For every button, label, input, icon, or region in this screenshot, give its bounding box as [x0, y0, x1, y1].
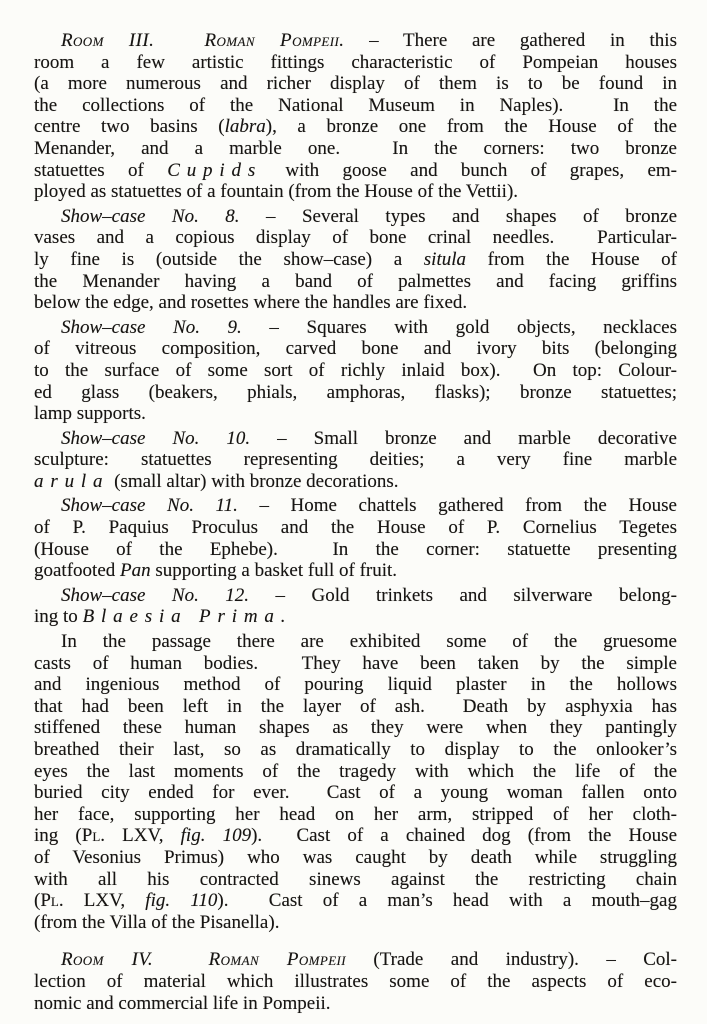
text-line — [34, 95, 677, 117]
text-segment: that had been left in the layer of ash. Death by asphyxia has — [34, 695, 677, 717]
text-line — [34, 560, 677, 582]
text-segment: (small altar) with bronze decorations. — [109, 470, 399, 492]
text-segment: (from the Villa of the Pisanella). — [34, 911, 280, 933]
paragraph-show-case-11 — [34, 495, 677, 581]
text-segment: breathed their last, so as dramatically to display to the onlooker’s — [34, 739, 677, 760]
text-segment: Show–case No. 11. — [61, 495, 238, 517]
text-segment: In the passage there are exhibited some of the gruesome — [61, 631, 677, 653]
text-segment: and ingenious method of pouring liquid plaster in the hollows — [34, 674, 677, 696]
text-line — [34, 30, 677, 52]
paragraph-room-iii-intro — [34, 30, 677, 203]
text-line — [34, 847, 677, 869]
text-line — [34, 116, 677, 138]
text-segment: of vitreous composition, carved bone and ivory bits (belonging — [34, 338, 677, 360]
text-segment: stiffened these human shapes as they were when they pantingly — [34, 717, 677, 739]
text-segment: the collections of the National Museum in Naples). In the — [34, 94, 677, 116]
text-segment: statuettes of — [34, 159, 168, 181]
text-line — [34, 138, 677, 160]
paragraph-passage-casts — [34, 631, 677, 933]
text-line — [34, 717, 677, 739]
text-line — [34, 360, 677, 382]
text-line — [34, 471, 677, 493]
text-segment: Room IV. Roman Pompeii — [61, 949, 347, 971]
text-segment: – Small bronze and marble decorative — [250, 427, 677, 449]
text-line — [34, 271, 677, 293]
text-segment: fig. 110 — [145, 890, 218, 912]
text-segment: sculpture: statuettes representing deities; a very fine marble — [34, 449, 677, 471]
text-segment: Show–case No. 8. — [61, 205, 240, 227]
text-segment: from the House of — [466, 248, 677, 270]
text-segment: lection of material which illustrates some of the aspects of eco- — [34, 970, 677, 992]
text-line — [34, 674, 677, 696]
text-line — [34, 517, 677, 539]
text-segment: nomic and commercial life in Pompeii. — [34, 992, 331, 1014]
text-segment: (Trade and industry). – Col- — [346, 949, 677, 971]
text-segment: ing ( — [34, 825, 82, 847]
text-segment: to the surface of some sort of richly inlaid box). On top: Colour- — [34, 359, 677, 381]
paragraph-room-iv-intro — [34, 949, 677, 1014]
text-segment: ( — [34, 890, 41, 912]
text-segment: (a more numerous and richer display of them is to be found in — [34, 73, 677, 95]
text-line — [34, 912, 677, 934]
text-segment: Room III. Roman Pompeii. — [61, 30, 345, 51]
text-line — [34, 249, 677, 271]
paragraph-show-case-12 — [34, 585, 677, 628]
text-segment: labra — [224, 116, 266, 138]
text-line — [34, 495, 677, 517]
text-line — [34, 631, 677, 653]
text-line — [34, 804, 677, 826]
text-segment: of Vesonius Primus) who was caught by death while struggling — [34, 846, 677, 868]
text-segment: – Gold trinkets and silverware belong- — [249, 584, 677, 606]
text-line — [34, 382, 677, 404]
text-segment: Show–case No. 10. — [61, 427, 251, 449]
text-segment: – Home chattels gathered from the House — [237, 495, 677, 517]
text-segment: – Squares with gold objects, necklaces — [241, 316, 678, 338]
text-line — [34, 993, 677, 1015]
text-line — [34, 971, 677, 993]
text-segment: casts of human bodies. They have been taken by the simple — [34, 652, 677, 674]
text-segment: ing to — [34, 606, 83, 628]
text-segment: – There are gathered in this — [344, 30, 677, 51]
text-segment: fig. 109 — [180, 825, 252, 847]
text-segment: buried city ended for ever. Cast of a young woman fallen onto — [34, 782, 677, 804]
text-line — [34, 338, 677, 360]
text-segment: (House of the Ephebe). In the corner: statuette presenting — [34, 538, 677, 560]
text-segment: Pl. — [40, 890, 64, 912]
text-segment: ). Cast of a man’s head with a mouth–gag — [217, 890, 677, 912]
paragraph-show-case-8 — [34, 206, 677, 314]
text-segment: her face, supporting her head on her arm, stripped of her cloth- — [34, 803, 677, 825]
text-segment: situla — [423, 248, 467, 270]
text-line — [34, 52, 677, 74]
text-segment: with all his contracted sinews against the restricting chain — [34, 868, 677, 890]
text-segment: Cupids — [167, 159, 263, 181]
text-segment: arula — [34, 470, 110, 492]
text-line — [34, 73, 677, 95]
text-segment: – Several types and shapes of bronze — [239, 205, 678, 227]
text-segment: goatfooted — [34, 560, 121, 582]
paragraph-show-case-9 — [34, 317, 677, 425]
text-segment: ). Cast of a chained dog (from the House — [251, 825, 678, 847]
text-segment: with goose and bunch of grapes, em- — [262, 159, 678, 181]
text-segment: supporting a basket full of fruit. — [150, 560, 398, 582]
text-line — [34, 761, 677, 783]
text-segment: ly fine is (outside the show–case) a — [34, 248, 424, 270]
text-line — [34, 539, 677, 561]
text-line — [34, 653, 677, 675]
text-segment: the Menander having a band of palmettes and facing griffins — [34, 270, 677, 292]
text-segment: ed glass (beakers, phials, amphoras, flasks); bronze statuettes; — [34, 381, 677, 403]
text-line — [34, 292, 677, 314]
text-line — [34, 890, 677, 912]
text-segment: ), a bronze one from the House of the — [265, 116, 677, 138]
text-segment: Pan — [120, 560, 151, 582]
text-segment: centre two basins ( — [34, 116, 225, 138]
text-line — [34, 449, 677, 471]
text-line — [34, 949, 677, 971]
text-segment: eyes the last moments of the tragedy with which the life of the — [34, 760, 677, 782]
text-segment: Pl. — [81, 825, 106, 847]
text-segment: Blaesia Prima. — [82, 606, 293, 628]
text-line — [34, 825, 677, 847]
text-line — [34, 317, 677, 339]
text-line — [34, 428, 677, 450]
text-line — [34, 403, 677, 425]
text-segment: of P. Paquius Proculus and the House of P. Cornelius Tegetes — [34, 517, 677, 539]
text-segment: ployed as statuettes of a fountain (from the House of the Vettii). — [34, 181, 519, 203]
text-line — [34, 206, 677, 228]
text-line — [34, 606, 677, 628]
text-line — [34, 782, 677, 804]
text-segment: Show–case No. 12. — [61, 584, 250, 606]
text-segment: below the edge, and rosettes where the handles are fixed. — [34, 292, 468, 314]
text-segment: vases and a copious display of bone crinal needles. Particular- — [34, 227, 677, 249]
text-segment: Menander, and a marble one. In the corners: two bronze — [34, 137, 677, 159]
text-line — [34, 585, 677, 607]
text-segment: LXV, — [63, 890, 146, 912]
text-line — [34, 181, 677, 203]
text-line — [34, 227, 677, 249]
text-segment: LXV, — [105, 825, 181, 847]
text-line — [34, 869, 677, 891]
text-segment: lamp supports. — [34, 403, 146, 425]
text-line — [34, 696, 677, 718]
paragraph-show-case-10 — [34, 428, 677, 493]
text-segment: Show–case No. 9. — [61, 316, 242, 338]
text-line — [34, 160, 677, 182]
text-segment: room a few artistic fittings characteristic of Pompeian houses — [34, 51, 677, 73]
text-line — [34, 739, 677, 761]
